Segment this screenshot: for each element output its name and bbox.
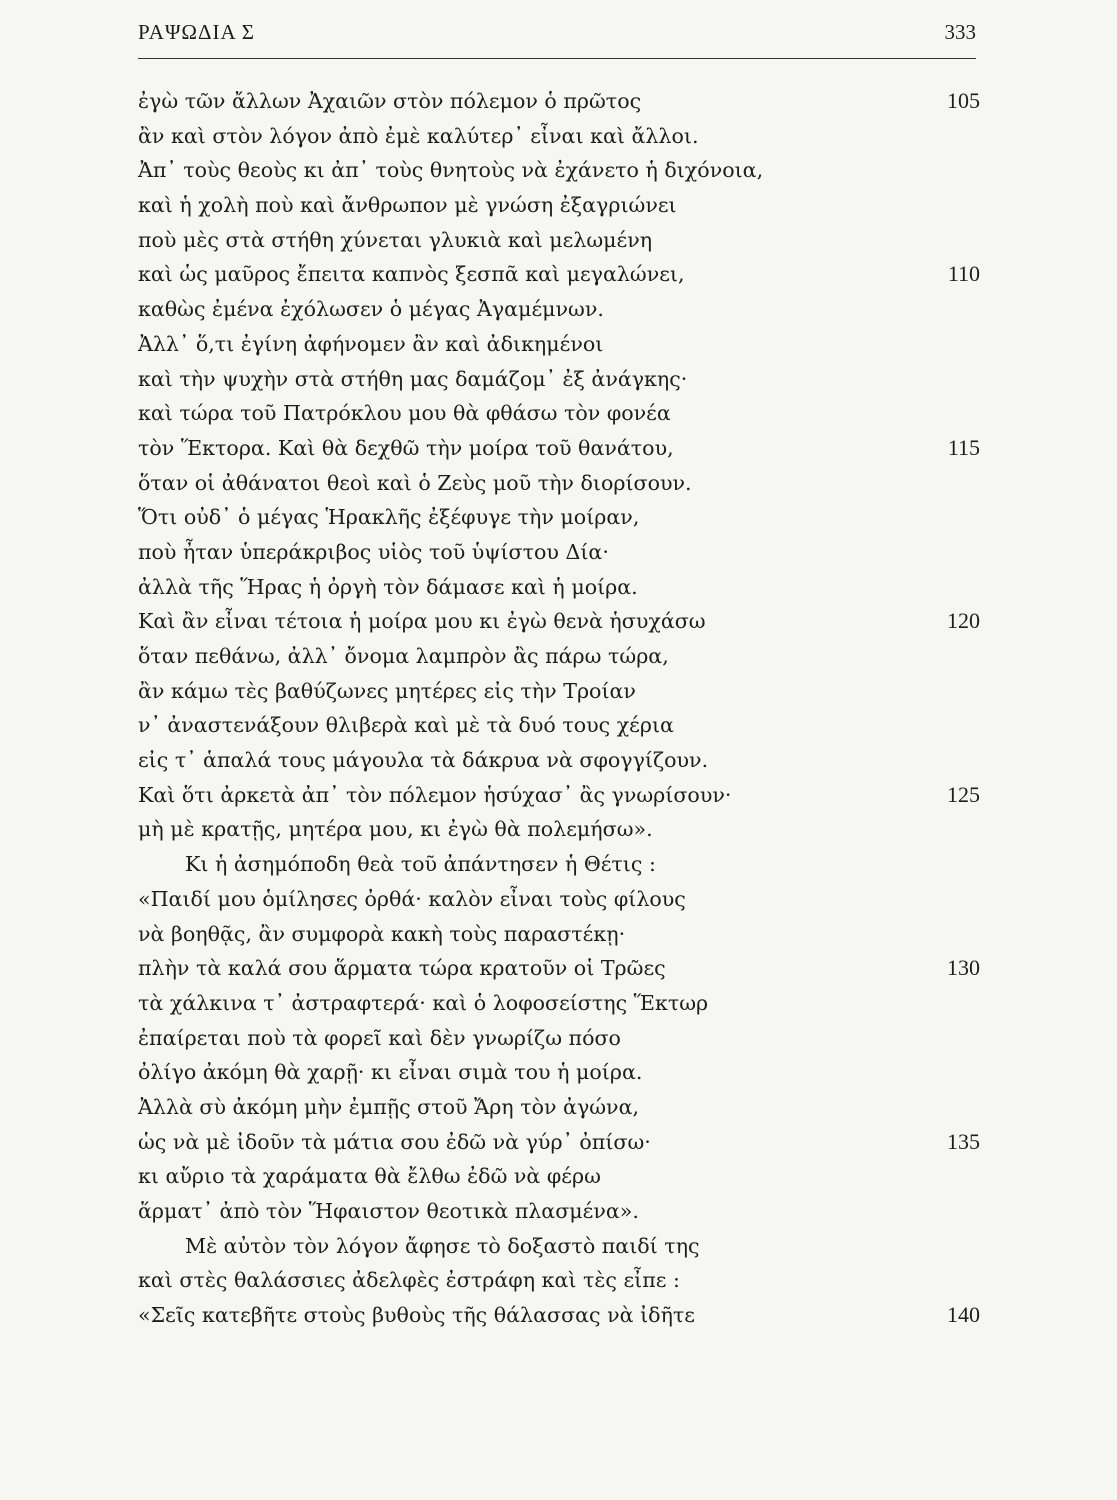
verse-line [138, 362, 980, 397]
verse-text: καὶ ὡς μαῦρος ἔπειτα καπνὸς ξεσπᾶ καὶ μεγαλώνει, [138, 262, 685, 287]
verse-text: καὶ στὲς θαλάσσιες ἀδελφὲς ἐστράφη καὶ τὲς εἶπε : [138, 1268, 680, 1293]
verse-text: Ἀλλὰ σὺ ἀκόμη μὴν ἐμπῇς στοῦ Ἄρη τὸν ἀγώνα, [138, 1094, 640, 1119]
verse-line [138, 1021, 980, 1056]
verse-line [138, 1090, 980, 1125]
poem-text [138, 84, 980, 1333]
verse-text: εἰς τ᾽ ἁπαλά τους μάγουλα τὰ δάκρυα νὰ σφογγίζουν. [138, 748, 709, 773]
verse-text: «Παιδί μου ὁμίλησες ὀρθά· καλὸν εἶναι τοὺς φίλους [138, 886, 686, 911]
verse-line [138, 292, 980, 327]
page-header [138, 18, 976, 59]
verse-text: ἅρματ᾽ ἀπὸ τὸν Ἥφαιστον θεοτικὰ πλασμένα». [138, 1199, 639, 1223]
verse-line [138, 951, 980, 986]
verse-text: Καὶ ὅτι ἀρκετὰ ἀπ᾽ τὸν πόλεμον ἡσύχασ᾽ ἂς γνωρίσουν· [138, 782, 732, 807]
verse-text: «Σεῖς κατεβῆτε στοὺς βυθοὺς τῆς θάλασσας νὰ ἰδῆτε [138, 1303, 695, 1328]
verse-line [138, 604, 980, 639]
verse-text: καθὼς ἐμένα ἐχόλωσεν ὁ μέγας Ἀγαμέμνων. [138, 297, 604, 322]
verse-text: Κι ἡ ἀσημόποδη θεὰ τοῦ ἀπάντησεν ἡ Θέτις : [185, 852, 656, 877]
line-number: 110 [947, 261, 980, 287]
page-number: 333 [944, 20, 976, 44]
verse-line [138, 119, 980, 154]
verse-line [138, 708, 980, 743]
verse-line [138, 778, 980, 813]
verse-line [138, 570, 980, 605]
line-number: 105 [947, 88, 980, 113]
verse-text: ποὺ μὲς στὰ στήθη χύνεται γλυκιὰ καὶ μελωμένη [138, 227, 653, 252]
verse-line [138, 1298, 980, 1333]
line-number: 120 [947, 608, 980, 634]
verse-text: Μὲ αὐτὸν τὸν λόγον ἄφησε τὸ δοξαστὸ παιδί της [185, 1233, 700, 1258]
verse-line [138, 223, 980, 258]
verse-text: ὅταν οἱ ἀθάνατοι θεοὶ καὶ ὁ Ζεὺς μοῦ τὴν διορίσουν. [138, 470, 692, 495]
line-number: 140 [947, 1302, 980, 1328]
verse-line [138, 743, 980, 778]
line-number: 135 [947, 1128, 980, 1154]
verse-line [138, 466, 980, 501]
verse-line [138, 431, 980, 466]
verse-line [138, 882, 980, 917]
verse-text: πλὴν τὰ καλά σου ἅρματα τώρα κρατοῦν οἱ Τρῶες [138, 956, 666, 981]
verse-text: ἐπαίρεται ποὺ τὰ φορεῖ καὶ δὲν γνωρίζω πόσο [138, 1025, 621, 1050]
verse-text: τὰ χάλκινα τ᾽ ἀστραφτερά· καὶ ὁ λοφοσείστης Ἕκτωρ [138, 990, 709, 1015]
verse-text: ν᾽ ἀναστενάξουν θλιβερὰ καὶ μὲ τὰ δυό τους χέρια [138, 713, 674, 738]
verse-text: Ἀπ᾽ τοὺς θεοὺς κι ἀπ᾽ τοὺς θνητοὺς νὰ ἐχάνετο ἡ διχόνοια, [138, 158, 764, 183]
verse-text: ἀλλὰ τῆς Ἥρας ἡ ὀργὴ τὸν δάμασε καὶ ἡ μοίρα. [138, 574, 638, 599]
verse-text: Ὅτι οὐδ᾽ ὁ μέγας Ἡρακλῆς ἐξέφυγε τὴν μοίραν, [138, 505, 640, 530]
verse-text: νὰ βοηθᾷς, ἂν συμφορὰ κακὴ τοὺς παραστέκῃ· [138, 921, 626, 946]
verse-line [138, 396, 980, 431]
verse-text: ὡς νὰ μὲ ἰδοῦν τὰ μάτια σου ἐδῶ νὰ γύρ᾽ ὀπίσω· [138, 1129, 651, 1154]
verse-text: τὸν Ἕκτορα. Καὶ θὰ δεχθῶ τὴν μοίρα τοῦ θανάτου, [138, 435, 674, 460]
running-title: ΡΑΨΩΔΙΑ Σ [138, 20, 256, 44]
verse-line [138, 1194, 980, 1229]
verse-text: καὶ τώρα τοῦ Πατρόκλου μου θὰ φθάσω τὸν φονέα [138, 401, 671, 426]
verse-line [138, 153, 980, 188]
verse-line [138, 847, 980, 882]
verse-line [138, 674, 980, 709]
verse-line [138, 812, 980, 847]
verse-text: κι αὔριο τὰ χαράματα θὰ ἔλθω ἐδῶ νὰ φέρω [138, 1164, 601, 1189]
verse-line [138, 188, 980, 223]
verse-text: καὶ ἡ χολὴ ποὺ καὶ ἄνθρωπον μὲ γνώση ἐξαγριώνει [138, 193, 677, 218]
verse-line [138, 917, 980, 952]
verse-text: ἐγὼ τῶν ἄλλων Ἀχαιῶν στὸν πόλεμον ὁ πρῶτος [138, 89, 642, 113]
verse-text: ἂν καὶ στὸν λόγον ἀπὸ ἐμὲ καλύτερ᾽ εἶναι καὶ ἄλλοι. [138, 123, 699, 148]
verse-text: μὴ μὲ κρατῇς, μητέρα μου, κι ἐγὼ θὰ πολεμήσω». [138, 817, 653, 842]
line-number: 130 [947, 955, 980, 981]
verse-line [138, 1263, 980, 1298]
verse-line [138, 257, 980, 292]
verse-line [138, 535, 980, 570]
verse-text: Ἀλλ᾽ ὅ,τι ἐγίνη ἀφήνομεν ἂν καὶ ἀδικημένοι [138, 331, 604, 356]
verse-line [138, 327, 980, 362]
verse-line [138, 1229, 980, 1264]
verse-text: ὀλίγο ἀκόμη θὰ χαρῇ· κι εἶναι σιμὰ του ἡ μοίρα. [138, 1060, 643, 1085]
verse-line [138, 1159, 980, 1194]
line-number: 125 [947, 781, 980, 807]
verse-text: ἂν κάμω τὲς βαθύζωνες μητέρες εἰς τὴν Τροίαν [138, 678, 636, 703]
verse-text: ὅταν πεθάνω, ἀλλ᾽ ὄνομα λαμπρὸν ἂς πάρω τώρα, [138, 644, 669, 668]
verse-line [138, 1055, 980, 1090]
verse-line [138, 500, 980, 535]
verse-line [138, 986, 980, 1021]
line-number: 115 [947, 434, 980, 460]
verse-text: καὶ τὴν ψυχὴν στὰ στήθη μας δαμάζομ᾽ ἐξ ἀνάγκης· [138, 366, 688, 391]
verse-line [138, 639, 980, 674]
verse-line [138, 1125, 980, 1160]
verse-line [138, 84, 980, 119]
verse-text: Καὶ ἂν εἶναι τέτοια ἡ μοίρα μου κι ἐγὼ θενὰ ἡσυχάσω [138, 609, 706, 634]
verse-text: ποὺ ἦταν ὑπεράκριβος υἱὸς τοῦ ὑψίστου Δία· [138, 539, 609, 564]
